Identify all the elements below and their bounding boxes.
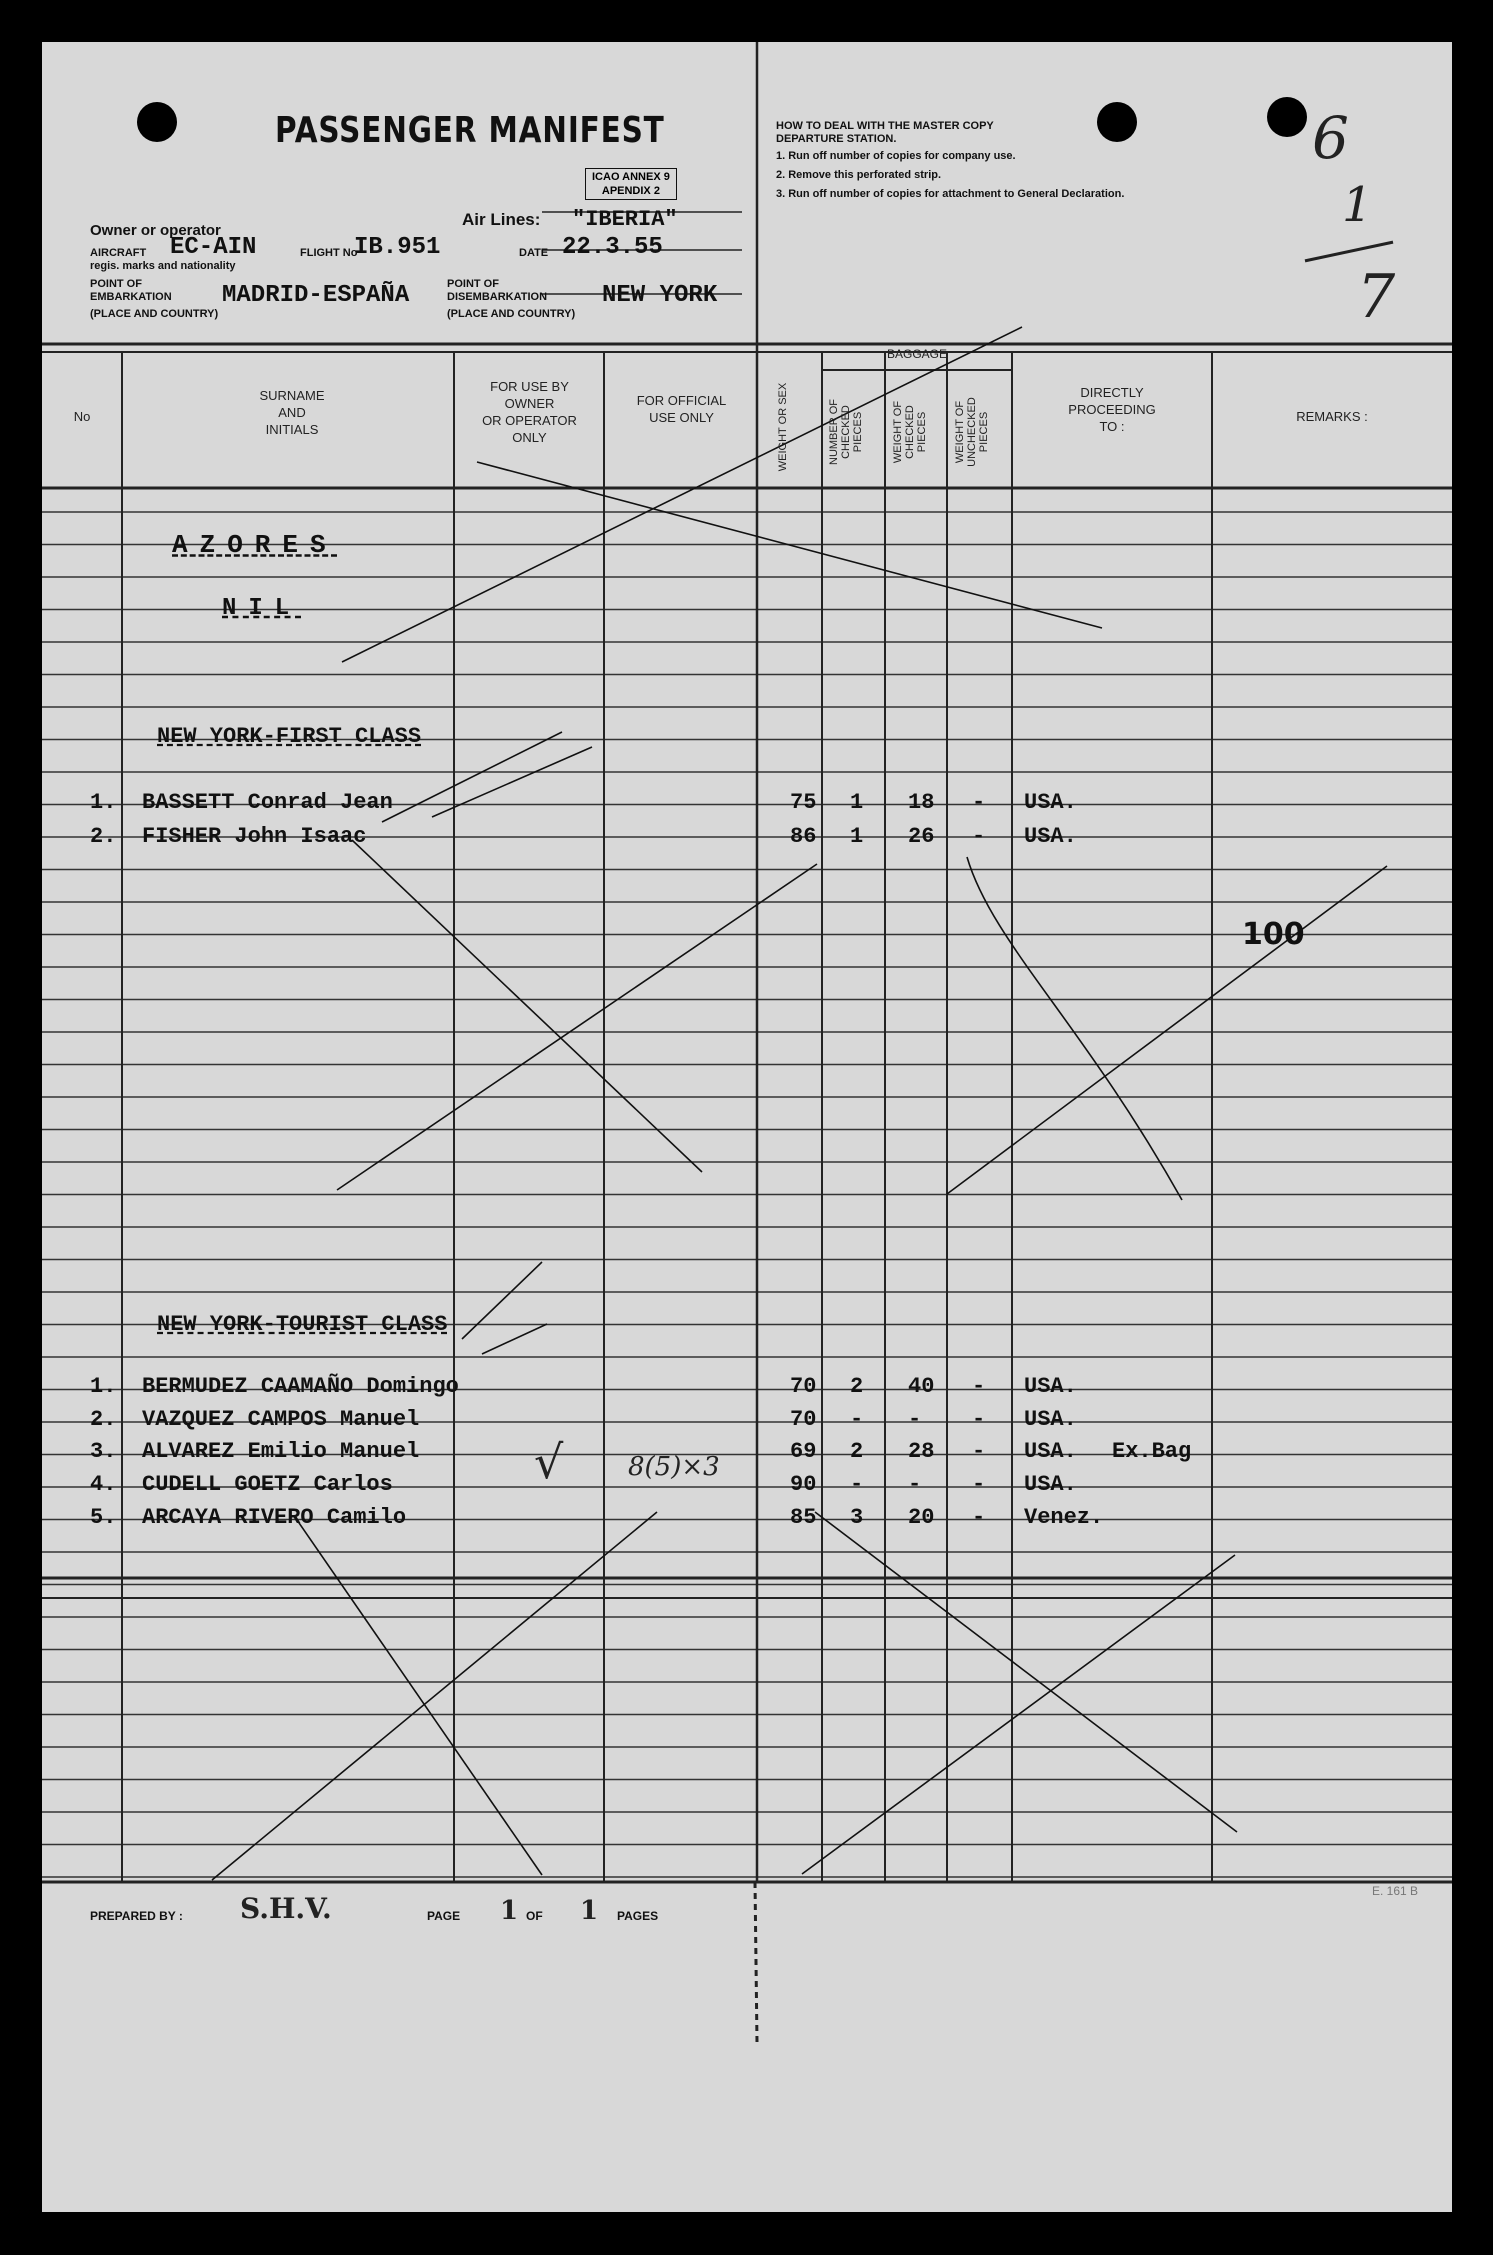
section-first-class: NEW YORK-FIRST CLASS <box>157 724 422 749</box>
passenger-destination: Venez. <box>1024 1505 1104 1530</box>
passenger-weight: 85 <box>790 1505 817 1530</box>
handwritten-page-number: 6 <box>1312 104 1349 172</box>
aircraft-label: AIRCRAFT <box>90 247 147 259</box>
passenger-number: 3. <box>90 1439 117 1464</box>
prepared-by-value: S.H.V. <box>240 1892 332 1925</box>
checked-pieces-weight: 40 <box>908 1374 935 1399</box>
section-tourist-class: NEW YORK-TOURIST CLASS <box>157 1312 448 1337</box>
passenger-weight: 70 <box>790 1374 817 1399</box>
passenger-number: 5. <box>90 1505 117 1530</box>
checked-pieces-count: - <box>850 1407 864 1432</box>
page-title: PASSENGER MANIFEST <box>275 110 665 151</box>
checked-pieces-weight: 18 <box>908 790 935 815</box>
col-weight-sex-header: WEIGHT OR SEX <box>777 382 789 472</box>
col-no-header: No <box>73 409 91 424</box>
passenger-number: 2. <box>90 1407 117 1432</box>
passenger-name: ARCAYA RIVERO Camilo <box>142 1505 407 1530</box>
col-surname-header: SURNAME AND INITIALS <box>259 388 325 437</box>
of-label: OF <box>526 1909 543 1923</box>
passenger-destination: USA. <box>1024 1374 1077 1399</box>
master-copy-instructions: HOW TO DEAL WITH THE MASTER COPY DEPARTURE STATION. 1. Run off number of copies for company use. 2. Remove this perforated strip. 3. Run off number of copies for attachment to General Declaration. <box>776 120 1125 200</box>
embarkation-label: POINT OF EMBARKATION <box>90 278 172 303</box>
embark-place-country: (PLACE AND COUNTRY) <box>90 308 219 320</box>
passenger-number: 1. <box>90 790 117 815</box>
col-weight-checked-header: WEIGHT OF CHECKED PIECES <box>892 400 928 464</box>
handwritten-checkmark: √ <box>534 1435 564 1489</box>
checked-pieces-count: 1 <box>850 790 864 815</box>
passenger-weight: 86 <box>790 824 817 849</box>
aircraft-registration: EC-AIN <box>170 234 257 261</box>
col-remarks-header: REMARKS : <box>1296 409 1368 424</box>
passenger-remarks: Ex.Bag <box>1112 1439 1192 1464</box>
checked-pieces-count: - <box>850 1472 864 1497</box>
passenger-destination: USA. <box>1024 1407 1077 1432</box>
prepared-by-label: PREPARED BY : <box>90 1909 183 1923</box>
disembark-place-country: (PLACE AND COUNTRY) <box>447 308 576 320</box>
passenger-name: FISHER John Isaac <box>142 824 367 849</box>
airline-value: "IBERIA" <box>572 207 678 232</box>
page-label: PAGE <box>427 1909 461 1923</box>
section-azores-nil: NIL <box>222 595 302 622</box>
passenger-number: 1. <box>90 1374 117 1399</box>
passenger-weight: 90 <box>790 1472 817 1497</box>
passenger-weight: 69 <box>790 1439 817 1464</box>
passenger-name: CUDELL GOETZ Carlos <box>142 1472 393 1497</box>
unchecked-pieces-weight: - <box>972 790 986 815</box>
handwritten-fraction-top: 1 <box>1342 177 1373 233</box>
form-code: E. 161 B <box>1372 1884 1419 1898</box>
checked-pieces-weight: 28 <box>908 1439 935 1464</box>
checked-pieces-weight: 20 <box>908 1505 935 1530</box>
checked-pieces-weight: - <box>908 1407 922 1432</box>
col-destination-header: DIRECTLY PROCEEDING TO : <box>1068 385 1156 434</box>
passenger-destination: USA. <box>1024 1439 1077 1464</box>
manifest-page <box>42 42 1452 2212</box>
airline-label: Air Lines: <box>462 210 541 229</box>
unchecked-pieces-weight: - <box>972 1439 986 1464</box>
section-azores: AZORES <box>172 530 338 560</box>
owner-label: Owner or operator <box>90 222 221 239</box>
col-num-checked-header: NUMBER OF CHECKED PIECES <box>828 399 864 465</box>
col-baggage-header: BAGGAGE <box>886 347 948 361</box>
disembarkation-value: NEW YORK <box>602 282 718 309</box>
handwritten-fraction-bottom: 7 <box>1357 262 1396 332</box>
remarks-total: 100 <box>1242 917 1305 952</box>
passenger-name: BASSETT Conrad Jean <box>142 790 393 815</box>
passenger-destination: USA. <box>1024 1472 1077 1497</box>
disembarkation-label: POINT OF DISEMBARKATION <box>447 278 548 303</box>
passenger-name: VAZQUEZ CAMPOS Manuel <box>142 1407 420 1432</box>
unchecked-pieces-weight: - <box>972 1407 986 1432</box>
col-official-use-header: FOR OFFICIAL USE ONLY <box>636 393 727 425</box>
date-label: DATE <box>519 247 549 259</box>
embarkation-value: MADRID-ESPAÑA <box>222 282 410 309</box>
checked-pieces-count: 3 <box>850 1505 864 1530</box>
passenger-name: ALVAREZ Emilio Manuel <box>142 1439 420 1464</box>
checked-pieces-weight: 26 <box>908 824 935 849</box>
passenger-weight: 70 <box>790 1407 817 1432</box>
passenger-destination: USA. <box>1024 790 1077 815</box>
unchecked-pieces-weight: - <box>972 824 986 849</box>
ruled-lines <box>42 42 1452 2212</box>
flight-number: IB.951 <box>354 234 441 261</box>
checked-pieces-weight: - <box>908 1472 922 1497</box>
pages-label: PAGES <box>617 1909 659 1923</box>
checked-pieces-count: 2 <box>850 1439 864 1464</box>
handwritten-baggage-note: 8(5)×3 <box>628 1452 720 1482</box>
col-owner-use-header: FOR USE BY OWNER OR OPERATOR ONLY <box>482 379 577 445</box>
passenger-weight: 75 <box>790 790 817 815</box>
checked-pieces-count: 2 <box>850 1374 864 1399</box>
flight-label: FLIGHT No <box>300 247 358 259</box>
unchecked-pieces-weight: - <box>972 1472 986 1497</box>
punch-hole <box>137 102 177 142</box>
flight-date: 22.3.55 <box>562 234 663 261</box>
icao-annex-box: ICAO ANNEX 9 APENDIX 2 <box>585 168 677 200</box>
passenger-destination: USA. <box>1024 824 1077 849</box>
regis-marks-label: regis. marks and nationality <box>90 260 236 272</box>
page-number: 1 <box>500 1896 519 1926</box>
checked-pieces-count: 1 <box>850 824 864 849</box>
unchecked-pieces-weight: - <box>972 1505 986 1530</box>
col-weight-unchecked-header: WEIGHT OF UNCHECKED PIECES <box>954 397 990 467</box>
passenger-number: 4. <box>90 1472 117 1497</box>
passenger-number: 2. <box>90 824 117 849</box>
passenger-name: BERMUDEZ CAAMAÑO Domingo <box>142 1374 459 1399</box>
total-pages: 1 <box>580 1896 599 1926</box>
unchecked-pieces-weight: - <box>972 1374 986 1399</box>
